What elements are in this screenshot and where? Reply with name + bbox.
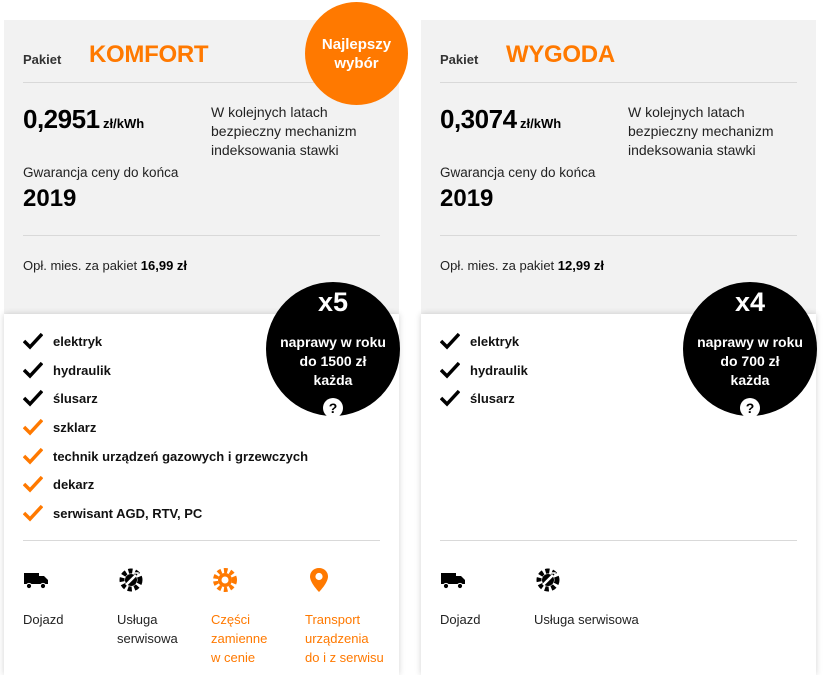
repairs-multiplier: x5 (317, 287, 349, 317)
guarantee-label: Gwarancja ceny do końca (440, 165, 596, 180)
service-label: dekarz (53, 477, 95, 493)
price-unit: zł/kWh (103, 116, 145, 131)
feature-label (211, 610, 267, 667)
package-label: Pakiet (440, 52, 479, 67)
service-label: technik urządzeń gazowych i grzewczych (53, 448, 309, 464)
service-label: szklarz (53, 420, 97, 436)
service-label: elektryk (53, 334, 103, 349)
price-value: 0,2951 (23, 104, 100, 134)
best-choice-badge (305, 2, 408, 105)
monthly-fee (23, 258, 187, 273)
monthly-fee-value: 16,99 zł (140, 258, 188, 273)
feature-label (440, 610, 480, 629)
service-label: ślusarz (470, 391, 515, 407)
feature-label-line: Usługa (117, 612, 158, 627)
feature-label-line: zamienne (211, 631, 268, 646)
feature-label-line: Dojazd (440, 612, 481, 627)
repairs-line: każda (730, 372, 770, 388)
repairs-line: każda (313, 372, 353, 388)
help-icon[interactable]: ? (740, 398, 760, 418)
check-icon (23, 504, 43, 522)
truck-icon (23, 566, 51, 594)
service-label: hydraulik (53, 362, 111, 378)
monthly-fee-value: 12,99 zł (557, 258, 605, 273)
service-label: ślusarz (53, 391, 98, 407)
check-icon (23, 332, 43, 350)
repairs-multiplier: x4 (734, 287, 766, 317)
service-label: hydraulik (470, 362, 528, 378)
repairs-line: naprawy w roku (697, 334, 803, 350)
feature-label-line: Dojazd (23, 612, 64, 627)
price-value: 0,3074 (440, 104, 517, 134)
help-icon[interactable]: ? (323, 398, 343, 418)
location-pin-icon (305, 566, 333, 594)
service-label: elektryk (470, 334, 520, 349)
feature-label (534, 610, 639, 629)
check-icon (23, 475, 43, 493)
indexing-note: W kolejnych latach bezpieczny mechanizm indeksowania stawki (211, 104, 357, 158)
package-card-wygoda (421, 20, 816, 675)
monthly-fee-label: Opł. mies. za pakiet (440, 258, 555, 273)
package-card-komfort (4, 20, 399, 675)
feature-label-line: do i z serwisu (305, 650, 384, 665)
feature-label (117, 610, 178, 648)
check-icon (23, 418, 43, 436)
repairs-description (274, 333, 392, 390)
feature-label-line: urządzenia (305, 631, 369, 646)
divider (440, 82, 797, 83)
feature-label (23, 610, 63, 629)
check-icon (23, 389, 43, 407)
check-icon (440, 389, 460, 407)
repairs-line: do 1500 zł (299, 353, 367, 369)
guarantee-label: Gwarancja ceny do końca (23, 165, 179, 180)
divider (440, 540, 797, 541)
feature-label-line: serwisowa (117, 631, 178, 646)
guarantee-year: 2019 (440, 185, 494, 212)
gear-icon (211, 566, 239, 594)
repairs-line: naprawy w roku (280, 334, 386, 350)
price-unit: zł/kWh (520, 116, 562, 131)
package-label: Pakiet (23, 52, 62, 67)
service-label: serwisant AGD, RTV, PC (53, 506, 203, 522)
feature-label-line: Transport (305, 612, 361, 627)
feature-label-line: Części (211, 612, 251, 627)
monthly-fee (440, 258, 604, 273)
best-choice-line: wybór (334, 54, 379, 72)
best-choice-line: Najlepszy (321, 35, 392, 53)
feature-label (305, 610, 400, 667)
repairs-badge (266, 282, 400, 416)
divider (23, 235, 380, 236)
divider (440, 235, 797, 236)
repairs-description (691, 333, 809, 390)
package-name: KOMFORT (89, 41, 209, 68)
feature-label-line: Usługa serwisowa (534, 612, 639, 627)
feature-label-line: w cenie (211, 650, 256, 665)
check-icon (440, 361, 460, 379)
check-icon (440, 332, 460, 350)
package-name: WYGODA (506, 41, 615, 68)
indexing-note: W kolejnych latach bezpieczny mechanizm indeksowania stawki (628, 104, 774, 158)
repairs-line: do 700 zł (720, 353, 780, 369)
service-gear-icon (117, 566, 145, 594)
guarantee-year: 2019 (23, 185, 77, 212)
package-header (421, 20, 816, 314)
truck-icon (440, 566, 468, 594)
check-icon (23, 361, 43, 379)
monthly-fee-label: Opł. mies. za pakiet (23, 258, 138, 273)
service-gear-icon (534, 566, 562, 594)
divider (23, 540, 380, 541)
check-icon (23, 447, 43, 465)
repairs-badge (683, 282, 817, 416)
